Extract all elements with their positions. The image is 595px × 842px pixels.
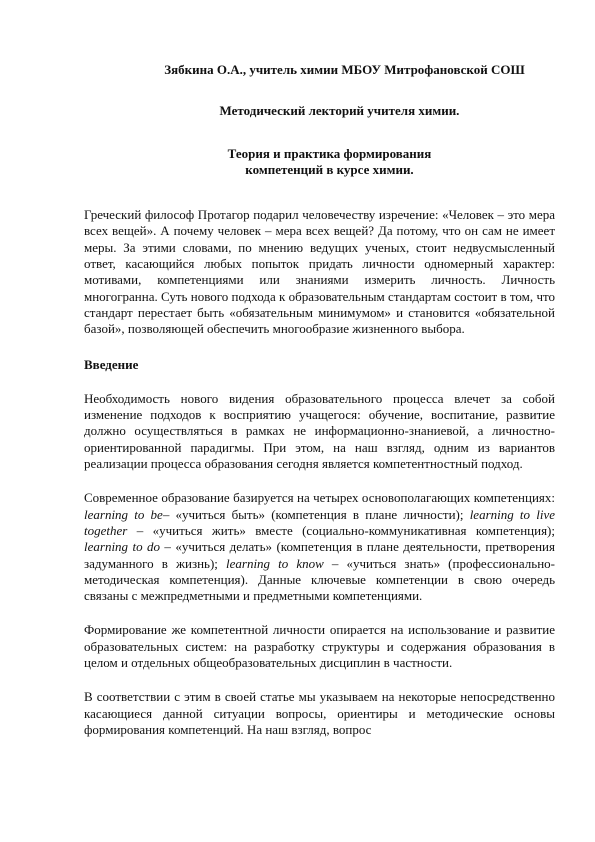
author-line: Зябкина О.А., учитель химии МБОУ Митрофановской СОШ	[164, 62, 525, 77]
lectorium-line: Методический лекторий учителя химии.	[219, 103, 460, 119]
competency-term-do: learning to do	[84, 539, 161, 555]
competencies-text-4: – «учиться делать» (компетенция в плане деятельности, претворения задуманного в жизнь);	[84, 539, 555, 571]
intro-paragraph: Греческий философ Протагор подарил человечеству изречение: «Человек – это мера всех вещей». А почему человек – мера всех вещей? Да потому, что он сам не имеет меры. За этими словами, по мнению ведущих ученых, стоит недвусмысленный ответ, касающийся любых попыток придать личности одномерный характер: мотивами, компетенциями или знаниями измерить личность. Личность многогранна. Суть нового подхода к образовательным стандартам состоит в том, что стандарт перестает быть «обязательным минимумом» и становится «обязательной базой», позволяющей обеспечить многообразие жизненного выбора.	[84, 207, 555, 337]
paragraph-competencies	[84, 490, 555, 604]
competency-term-be: learning to be	[84, 506, 163, 522]
section-heading: Введение	[84, 356, 139, 372]
competencies-text-5: – «учиться знать» (профессионально-методическая компетенция). Данные ключевые компетенции в свою очередь связаны с межпредметными и предметными компетенциями.	[84, 555, 555, 604]
competencies-text-2: – «учиться быть» (компетенция в плане личности);	[162, 506, 470, 522]
competencies-text-3: – «учиться жить» вместе (социально-коммуникативная компетенция);	[127, 522, 555, 538]
competencies-text-1: Современное образование базируется на четырех основополагающих компетенциях:	[84, 490, 555, 506]
title-line-1: Теория и практика формирования	[227, 145, 432, 161]
paragraph-accordance: В соответствии с этим в своей статье мы указываем на некоторые непосредственно касающиеся данной ситуации вопросы, ориентиры и методические основы формирования компетенций. На наш взгляд, вопрос	[84, 689, 555, 737]
paragraph-necessity: Необходимость нового видения образовательного процесса влечет за собой изменение подходов к восприятию учащегося: обучение, воспитание, развитие должно осуществляться в рамках не информационно-знаниевой, а личностно-ориентированной парадигмы. При этом, на наш взгляд, одним из вариантов реализации процесса образования сегодня является компетентностный подход.	[84, 390, 555, 472]
paragraph-formation: Формирование же компетентной личности опирается на использование и развитие образовательных систем: на разработку структуры и содержания образования в целом и отдельных общеобразовательных дисциплин в частности.	[84, 622, 555, 671]
title-line-2: компетенций в курсе химии.	[245, 161, 414, 177]
competency-term-live-together: learning to live together	[84, 506, 556, 538]
document-title	[104, 146, 555, 179]
competency-term-know: learning to know	[226, 555, 324, 571]
